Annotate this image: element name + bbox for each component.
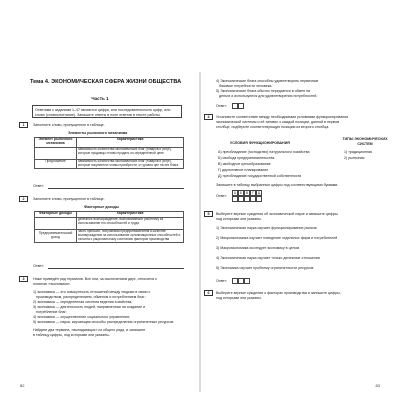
table-cell-blank	[35, 217, 77, 229]
task-item: 1) экономика — это совокупность отношений между людьми в связи с	[33, 290, 151, 294]
part-heading: Часть 1	[91, 96, 109, 101]
task-item: 3) экономика — деятельность людей, направленная на создание и	[33, 305, 146, 309]
continued-line: базовые потребности человека.	[219, 84, 273, 88]
continued-line: 5) Экономические блага обычно передаются в обмен на	[216, 89, 311, 93]
task-prompt-line: Выберите верные суждения об экономической науке и запишите цифры,	[216, 212, 339, 216]
task-prompt-line: столбце, подберите соответствующую позицию из второго столбца.	[216, 125, 330, 129]
table-cell: Предложение	[35, 159, 77, 169]
task-number: 6	[204, 290, 213, 296]
instruction-line: Ответами к заданиям 1–47 являются цифра, или последовательность цифр, или	[35, 107, 171, 112]
column-header: УСЛОВИЯ ФУНКЦИОНИРОВАНИЯ	[230, 141, 290, 145]
table-cell-blank	[35, 147, 77, 159]
type-item: 2) рыночная	[344, 156, 365, 160]
task-prompt: Заполните слово, пропущенное в таблице.	[33, 123, 105, 127]
task-tail-line: Найдите два термина, «выпадающих» из общего ряда, и запишите	[33, 328, 146, 332]
task-prompt-line: Установите соответствие между необходимыми условиями функционирования	[216, 115, 349, 119]
task-prompt-line: экономической системы и её типами: к каждой позиции, данной в первом	[216, 120, 340, 124]
letter-cell: Д	[257, 191, 261, 195]
column-header: ТИПЫ ЭКОНОМИЧЕСКИХ СИСТЕМ	[342, 137, 388, 146]
page-number: 83	[375, 383, 380, 388]
answer-label: Ответ:	[33, 264, 44, 268]
condition-item: Б) свобода предпринимательства	[218, 156, 275, 160]
answer-label: Ответ:	[216, 104, 227, 108]
task-item: 3) Макроэкономика исследует экономику в целом	[216, 246, 300, 250]
answer-line[interactable]	[48, 268, 184, 269]
answer-label: Ответ:	[33, 184, 44, 188]
task-item: 5) Экономика изучает проблему ограниченности ресурсов	[216, 266, 314, 270]
answer-cell[interactable]	[244, 278, 250, 284]
table-header-cell: Факторные доходы	[35, 212, 77, 218]
letter-cell: В	[245, 191, 249, 195]
condition-item: Д) преобладание государственной собственности	[218, 174, 302, 178]
task-item: 5) экономика — наука, изучающая способы распределения ограниченных ресурсов.	[33, 320, 175, 324]
task-hint: Запишите в таблицу выбранные цифры под соответствующими буквами.	[216, 183, 339, 187]
table-header-cell: Характеристика	[77, 138, 184, 148]
instruction-line: слово (словосочетание). Запишите ответы в поле ответов в тексте работы.	[35, 112, 161, 117]
task-item: 4) Экономическая наука изучает только денежные отношения	[216, 256, 320, 260]
table-cell: зависимость количества экономических благ (товаров и услуг), которые покупатели готовы приобрести, от уровня цен на эти блага	[77, 159, 184, 169]
type-item: 1) традиционная	[344, 150, 372, 154]
task-item: производством, распределением, обменом и потреблением благ;	[36, 295, 146, 299]
task-item: 2) экономика — определённая система ведения хозяйства;	[33, 300, 133, 304]
page-number: 82	[20, 383, 25, 388]
answer-line[interactable]	[48, 188, 184, 189]
task-number: 1	[19, 122, 28, 128]
table-caption: Факторные доходы	[84, 205, 119, 209]
answer-label: Ответ:	[216, 194, 227, 198]
letter-cell: Г	[250, 190, 256, 196]
table-cell: денежное вознаграждение, выплачиваемое работнику за использование его способностей и труда	[77, 217, 184, 229]
task-number: 4	[204, 114, 213, 120]
task-intro-line: понятию «экономика».	[33, 282, 71, 286]
table-header-cell: Характеристика	[77, 212, 184, 218]
task-prompt-line: под которыми они указаны.	[216, 217, 262, 221]
task-number: 2	[19, 196, 28, 202]
continued-line: деньги и используются для удовлетворения потребностей.	[219, 94, 318, 98]
task-item: 2) Микроэкономика изучает поведение отдельных фирм и потребителей	[216, 236, 338, 240]
table-cell: Предпринимательский доход	[35, 229, 77, 243]
letter-cell: Б	[239, 191, 243, 195]
topic-title: Тема 4. ЭКОНОМИЧЕСКАЯ СФЕРА ЖИЗНИ ОБЩЕСТВА	[30, 79, 182, 85]
continued-line: 4) Экономические блага способны удовлетворить первичные	[216, 79, 319, 83]
table-caption: Элементы рыночного механизма	[68, 131, 128, 135]
condition-item: А) преобладание (господство) натурального хозяйства	[218, 150, 310, 154]
task-item: потребление благ;	[36, 310, 67, 314]
right-page	[200, 0, 400, 400]
task-item: 1) Экономическая наука изучает функционирование рынков	[216, 226, 317, 230]
table-cell: зависимость количества экономических благ (товаров и услуг), которые продавцы готовы продать по определённой цене	[77, 147, 184, 159]
answer-label: Ответ:	[216, 279, 227, 283]
task-tail-line: в таблицу цифры, под которыми они указаны.	[33, 333, 110, 337]
answer-cell[interactable]	[238, 103, 244, 109]
letter-cell: А	[233, 191, 237, 195]
task-intro-line: Ниже приведён ряд терминов. Все они, за исключением двух, относятся к	[33, 277, 157, 281]
task-prompt: Заполните слово, пропущенное в таблице.	[33, 197, 105, 201]
table-header-cell: Элемент рыночного механизма	[35, 138, 77, 148]
market-mechanism-table	[34, 137, 184, 169]
table-cell: часть прибыли, получаемая предпринимателем в качестве вознаграждения за использование организационных способностей и таланта к рациональному сочетанию факторов производства	[77, 229, 184, 243]
task-number: 3	[19, 276, 28, 282]
task-prompt-line: Выберите верные суждения о факторах производства и запишите цифры,	[216, 291, 341, 295]
task-item: 4) экономика — осуществление социального управления;	[33, 315, 130, 319]
task-prompt-line: под которыми они указаны.	[216, 296, 262, 300]
instruction-box	[32, 105, 182, 118]
condition-item: В) свободное ценообразование	[218, 162, 271, 166]
answer-cell[interactable]	[256, 196, 262, 202]
task-number: 5	[204, 211, 213, 217]
condition-item: Г) директивное планирование	[218, 168, 269, 172]
factor-income-table	[34, 211, 184, 243]
